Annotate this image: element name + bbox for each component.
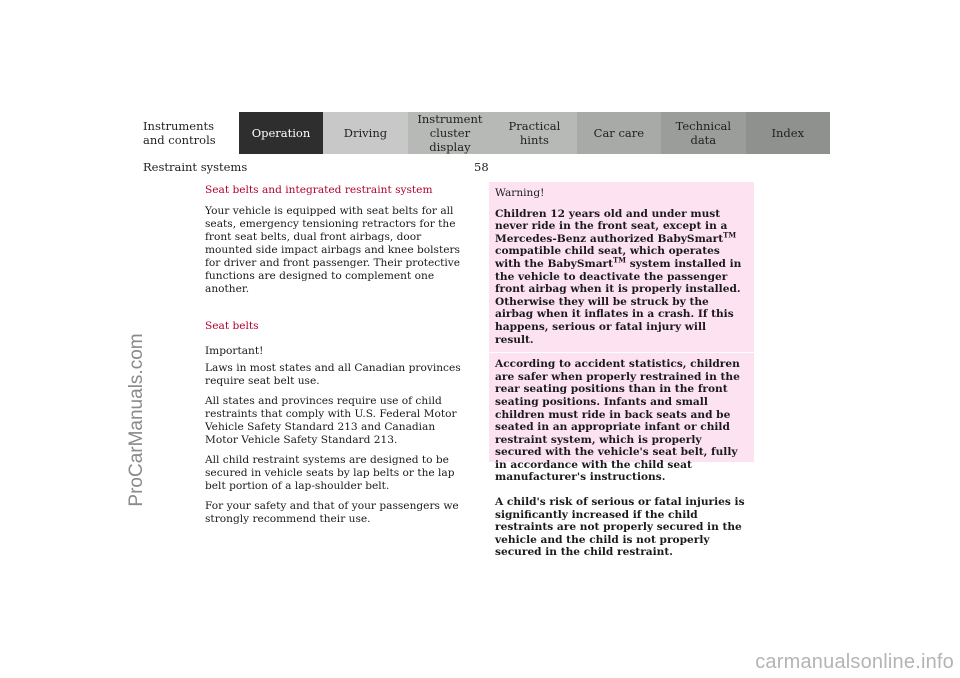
warning-paragraph: A child's risk of serious or fatal injuries is significantly increased if the child restraints are not properly secured in the vehicle and the child is not properly secured in the child restraint. [495,496,745,559]
section-nav [131,112,830,154]
warning-paragraph: According to accident statistics, children are safer when properly restrained in the rear seating positions than in the front seating positions. Infants and small children must ride in back seats and be seated in an appropriate infant or child restraint system, which is properly secured with the vehicle's seat belt, fully in accordance with the child seat manufacturer's instructions. [495,358,740,484]
warning-text: compatible child seat, which operates with the BabySmart [495,245,720,270]
tab-label: Practical hints [508,119,561,147]
body-paragraph: Laws in most states and all Canadian provinces require seat belt use. [205,362,461,387]
warning-box [489,182,754,559]
warning-text: Children 12 years old and under must never ride in the front seat, except in a Mercedes-Benz authorized BabySmart [495,207,728,245]
warning-title: Warning! [495,187,545,199]
section-heading: Seat belts and integrated restraint system [205,184,433,196]
body-paragraph: All states and provinces require use of child restraints that comply with U.S. Federal Motor Vehicle Safety Standard 213 and Canadian Motor Vehicle Safety Standard 213. [205,395,457,446]
intro-paragraph: Your vehicle is equipped with seat belts for all seats, emergency tensioning retractors for the front seat belts, dual front airbags, door mounted side impact airbags and knee bolsters for driver and front passenger. Their protective functions are designed to complement one another. [205,205,461,295]
warning-divider [489,352,754,353]
tab-label: Instrument cluster display [417,112,483,154]
page-number: 58 [474,160,489,174]
carmanualsonline-watermark: carmanualsonline.info [755,651,954,673]
tab-operation[interactable] [239,112,323,154]
running-title: Restraint systems [143,160,248,174]
warning-paragraph [495,208,748,347]
tab-label: Index [771,126,805,140]
tab-label: Car care [593,126,645,140]
tab-label: Instruments and controls [143,119,216,147]
main-text-column [205,184,470,533]
procarmanuals-watermark: ProCarManuals.com [126,333,147,507]
body-paragraph: For your safety and that of your passengers we strongly recommend their use. [205,500,459,525]
tab-label: Driving [343,126,388,140]
tab-technical-data[interactable] [661,112,745,154]
tab-practical-hints[interactable] [492,112,576,154]
tab-driving[interactable] [323,112,407,154]
trademark-mark: TM [723,230,737,240]
tab-instruments-and-controls[interactable] [131,112,239,154]
warning-text: system installed in the vehicle to deactivate the passenger front airbag when it is properly installed. Otherwise they will be struck by the airbag when it inflates in a crash. If this happens, serious or fatal injury will result. [495,257,742,346]
tab-label: Technical data [675,119,732,147]
seat-belts-heading: Seat belts [205,320,259,332]
tab-car-care[interactable] [577,112,661,154]
trademark-mark: TM [613,255,627,265]
tab-instrument-cluster-display[interactable] [408,112,492,154]
tab-label: Operation [251,126,311,140]
important-label: Important! [205,345,264,357]
warning-divider [489,490,754,491]
body-paragraph: All child restraint systems are designed to be secured in vehicle seats by lap belts or the lap belt portion of a lap-shoulder belt. [205,454,455,492]
tab-index[interactable] [746,112,830,154]
